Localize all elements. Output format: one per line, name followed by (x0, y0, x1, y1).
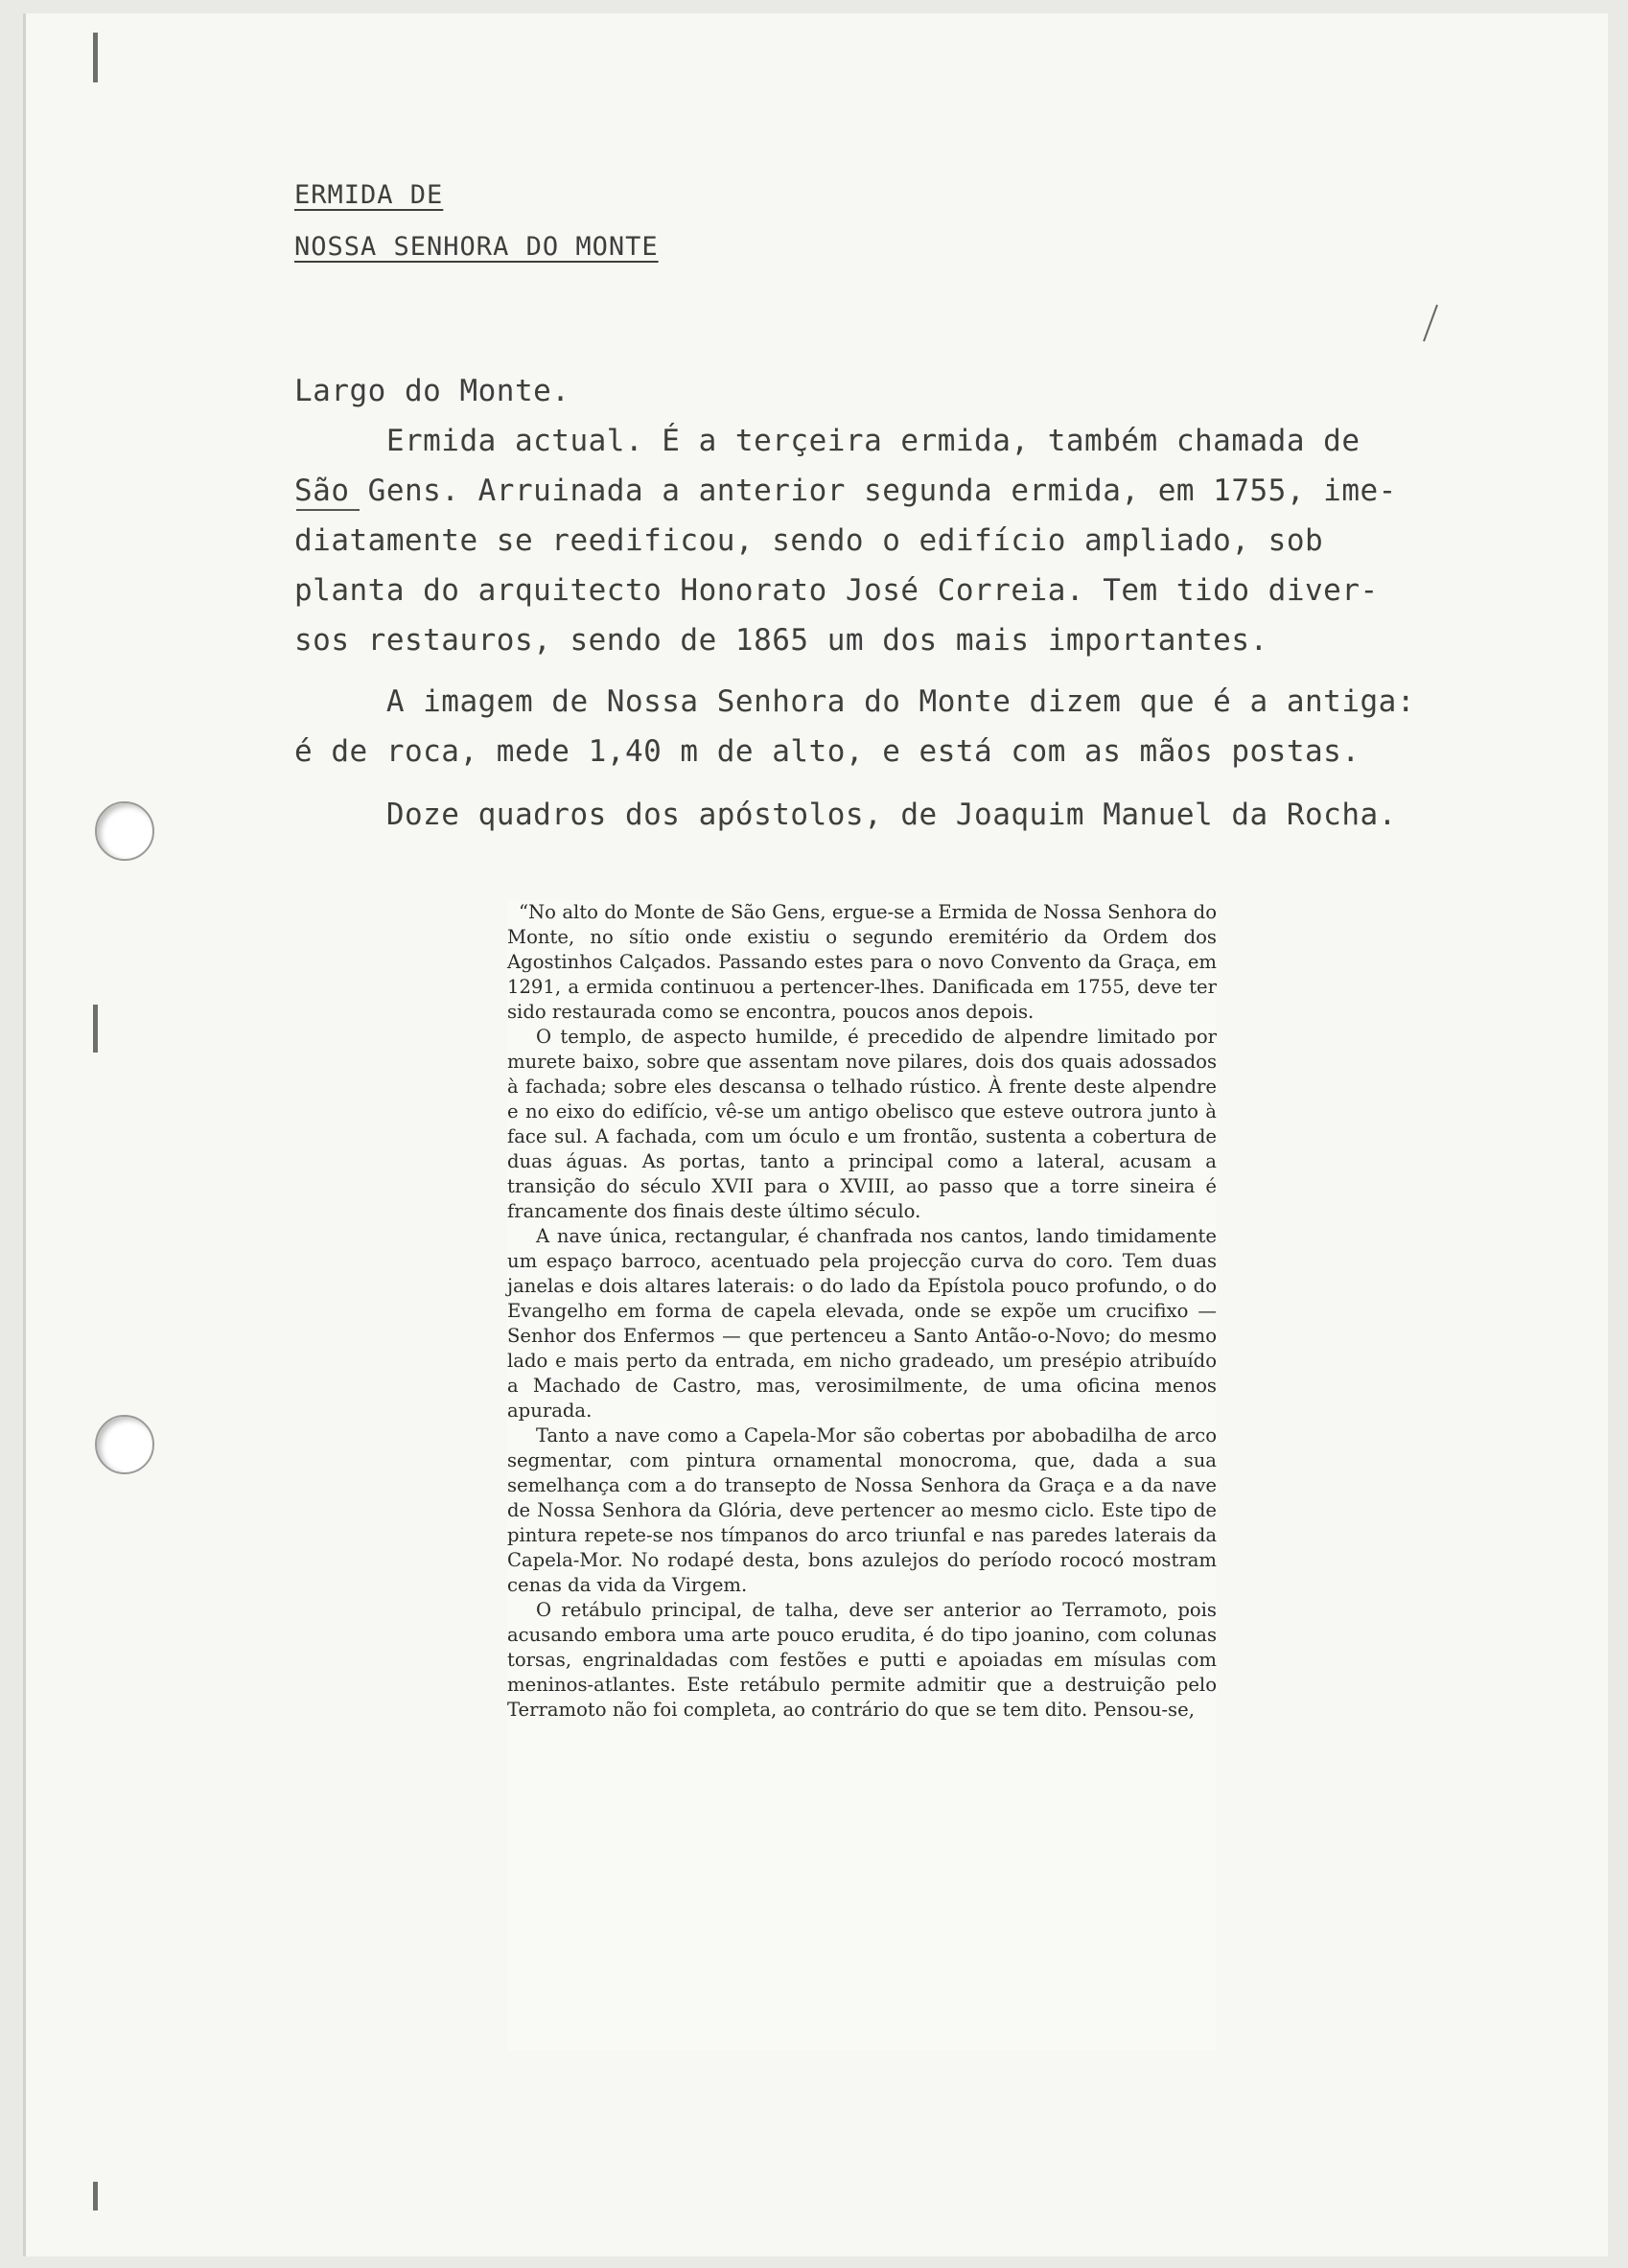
typed-line: Doze quadros dos apóstolos, de Joaquim Manuel da Rocha. (294, 798, 1397, 832)
punch-hole-lower (95, 1415, 154, 1474)
pen-margin-tick (1416, 301, 1445, 349)
clipping-paragraph: Tanto a nave como a Capela-Mor são cobertas por abobadilha de arco segmentar, com pintura ornamental monocroma, que, dada a sua semelhança com a do transepto de Nossa Senhora da Graça e a da nave de Nossa Senhora da Glória, deve pertencer ao mesmo ciclo. Este tipo de pintura repete-se nos tímpanos do arco triunfal e nas paredes laterais da Capela-Mor. No rodapé desta, bons azulejos do período rococó mostram cenas da vida da Virgem. (507, 1424, 1217, 1596)
clipping-text (507, 900, 1217, 1723)
binder-mark-top (93, 33, 98, 82)
newspaper-clipping (507, 900, 1217, 2050)
binder-mark-bottom (93, 2182, 98, 2210)
typed-line: é de roca, mede 1,40 m de alto, e está com as mãos postas. (294, 734, 1361, 769)
binder-mark-middle (93, 1005, 98, 1053)
document-page (23, 13, 1608, 2256)
clipping-paragraph: O retábulo principal, de talha, deve ser anterior ao Terramoto, pois acusando embora uma arte pouco erudita, é do tipo joanino, com colunas torsas, engrinaldadas com festões e putti e apoiadas em mísulas com meninos-atlantes. Este retábulo permite admitir que a destruição pelo Terramoto não foi completa, ao contrário do que se tem dito. Pensou-se, (507, 1599, 1217, 1721)
typed-line: Largo do Monte. (294, 374, 570, 408)
title-line-1: ERMIDA DE (294, 180, 444, 210)
clipping-paragraph: O templo, de aspecto humilde, é precedido de alpendre limitado por murete baixo, sobre que assentam nove pilares, dois dos quais adossados à fachada; sobre eles descansa o telhado rústico. À frente deste alpendre e no eixo do edifício, vê-se um antigo obelisco que esteve outrora junto à face sul. A fachada, com um óculo e um frontão, sustenta a cobertura de duas águas. As portas, tanto a principal como a lateral, acusam a transição do século XVII para o XVIII, ao passo que a torre sineira é francamente dos finais deste último século. (507, 1026, 1217, 1222)
typed-line: São Gens. Arruinada a anterior segunda ermida, em 1755, ime- (294, 474, 1397, 508)
title-line-2: NOSSA SENHORA DO MONTE (294, 232, 659, 262)
clipping-paragraph: A nave única, rectangular, é chanfrada nos cantos, lando timidamente um espaço barroco, acentuado pela projecção curva do coro. Tem duas janelas e dois altares laterais: o do lado da Epístola pouco profundo, o do Evangelho em forma de capela elevada, onde se expõe um crucifixo — Senhor dos Enfermos — que pertenceu a Santo Antão-o-Novo; do mesmo lado e mais perto da entrada, em nicho gradeado, um presépio atribuído a Machado de Castro, mas, verosimilmente, de uma oficina menos apurada. (507, 1225, 1217, 1422)
punch-hole-upper (95, 801, 154, 861)
typed-line: Ermida actual. É a terçeira ermida, também chamada de (294, 424, 1361, 458)
typed-line: A imagem de Nossa Senhora do Monte dizem que é a antiga: (294, 684, 1415, 719)
clipping-paragraph: “No alto do Monte de São Gens, ergue-se a Ermida de Nossa Senhora do Monte, no sítio onde existiu o segundo eremitério da Ordem dos Agostinhos Calçados. Passando estes para o novo Convento da Graça, em 1291, a ermida continuou a pertencer-lhes. Danificada em 1755, deve ter sido restaurada como se encontra, poucos anos depois. (507, 901, 1217, 1023)
typed-line: planta do arquitecto Honorato José Correia. Tem tido diver- (294, 573, 1379, 608)
typed-line: diatamente se reedificou, sendo o edifício ampliado, sob (294, 523, 1324, 558)
typed-line: sos restauros, sendo de 1865 um dos mais importantes. (294, 623, 1268, 658)
